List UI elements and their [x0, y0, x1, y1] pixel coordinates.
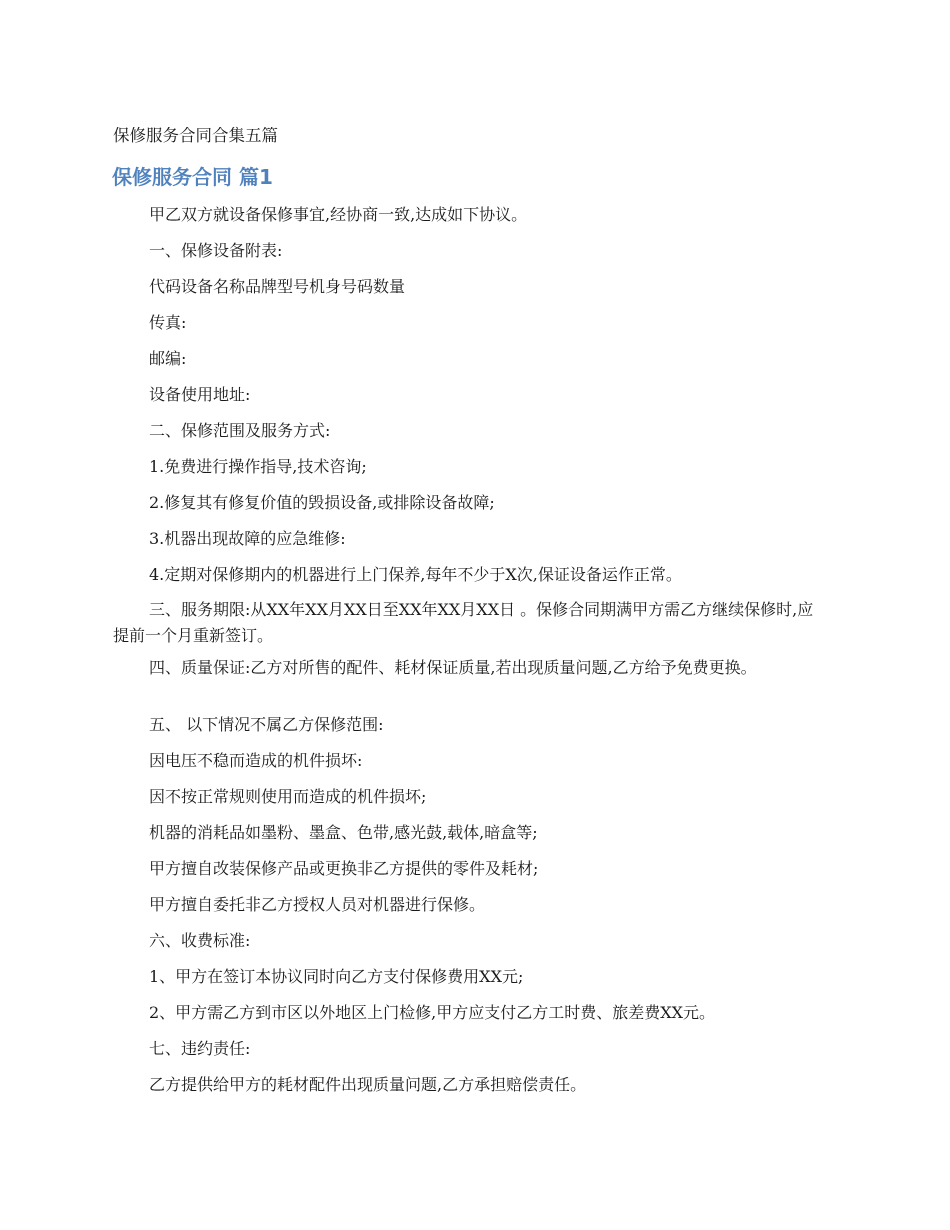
paragraph: 1.免费进行操作指导,技术咨询;: [149, 457, 367, 476]
paragraph: 二、保修范围及服务方式:: [149, 421, 331, 440]
paragraph: 因不按正常规则使用而造成的机件损坏;: [149, 787, 427, 806]
paragraph: 机器的消耗品如墨粉、墨盒、色带,感光鼓,载体,暗盒等;: [149, 823, 538, 842]
paragraph: 设备使用地址:: [149, 385, 251, 404]
paragraph: 1、甲方在签订本协议同时向乙方支付保修费用XX元;: [149, 967, 524, 986]
section-heading: 保修服务合同 篇1: [112, 165, 273, 189]
document-title: 保修服务合同合集五篇: [113, 126, 278, 145]
paragraph: 甲方擅自委托非乙方授权人员对机器进行保修。: [149, 895, 486, 914]
paragraph: 因电压不稳而造成的机件损坏:: [149, 751, 363, 770]
paragraph: 七、违约责任:: [149, 1039, 251, 1058]
paragraph: 乙方提供给甲方的耗材配件出现质量问题,乙方承担赔偿责任。: [149, 1075, 587, 1094]
paragraph: 邮编:: [149, 349, 187, 368]
paragraph: 4.定期对保修期内的机器进行上门保养,每年不少于X次,保证设备运作正常。: [149, 565, 682, 584]
paragraph: 2、甲方需乙方到市区以外地区上门检修,甲方应支付乙方工时费、旅差费XX元。: [149, 1003, 716, 1022]
paragraph: 五、 以下情况不属乙方保修范围:: [149, 715, 384, 734]
paragraph: 甲方擅自改装保修产品或更换非乙方提供的零件及耗材;: [149, 859, 539, 878]
paragraph: 一、保修设备附表:: [149, 241, 283, 260]
paragraph: 代码设备名称品牌型号机身号码数量: [149, 277, 406, 296]
paragraph: 2.修复其有修复价值的毁损设备,或排除设备故障;: [149, 493, 495, 512]
paragraph: 传真:: [149, 313, 187, 332]
paragraph: 四、质量保证:乙方对所售的配件、耗材保证质量,若出现质量问题,乙方给予免费更换。: [149, 658, 757, 677]
paragraph: 六、收费标准:: [149, 931, 251, 950]
paragraph: 甲乙双方就设备保修事宜,经协商一致,达成如下协议。: [149, 205, 528, 224]
paragraph: 三、服务期限:从XX年XX月XX日至XX年XX月XX日 。保修合同期满甲方需乙方继续保修时,应提前一个月重新签订。: [113, 600, 814, 645]
paragraph: 3.机器出现故障的应急维修:: [149, 529, 346, 548]
